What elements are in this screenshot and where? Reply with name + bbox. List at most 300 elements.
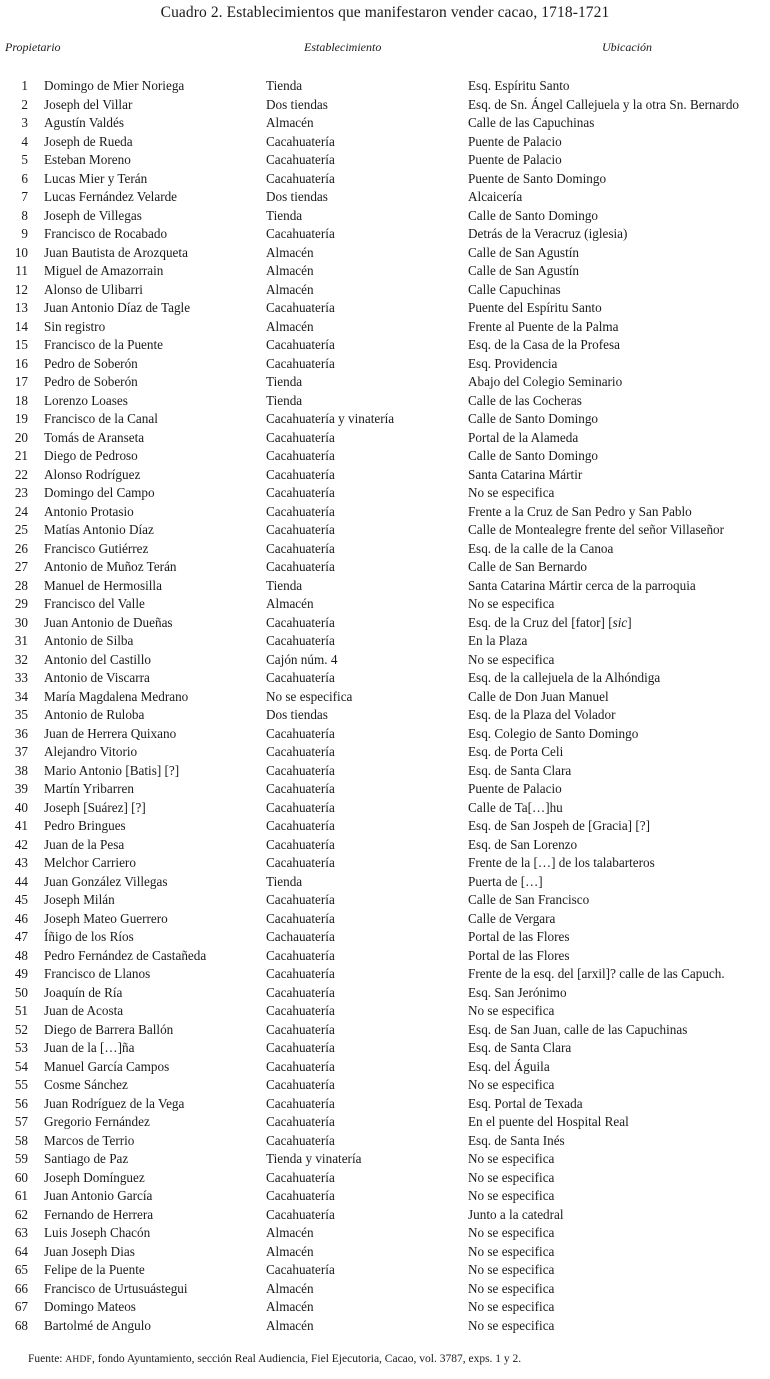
location-cell: Calle de Montealegre frente del señor Villaseñor <box>468 522 725 537</box>
table-row <box>0 410 770 429</box>
establishment-cell: Cacahuatería <box>266 966 335 981</box>
location-cell: Esq. de Santa Clara <box>468 1040 572 1055</box>
row-number: 63 <box>14 1225 28 1240</box>
owner-cell: Alonso Rodríguez <box>44 466 141 482</box>
owner-cell: Juan Antonio García <box>44 1188 153 1203</box>
table-row <box>0 1132 770 1151</box>
establishment-cell: Almacén <box>266 596 314 611</box>
owner-cell: Esteban Moreno <box>44 152 131 167</box>
location-cell: En la Plaza <box>468 633 528 648</box>
location-cell: Esq. Colegio de Santo Domingo <box>468 725 639 741</box>
sic-annotation: sic <box>612 614 628 630</box>
source-note <box>28 1353 521 1365</box>
owner-cell: Pedro de Soberón <box>44 374 138 389</box>
row-number: 26 <box>14 540 28 556</box>
table-row <box>0 1206 770 1225</box>
owner-cell: Bartolmé de Angulo <box>44 1317 151 1333</box>
owner-cell: Martín Yribarren <box>44 781 134 796</box>
location-cell: Puente de Palacio <box>468 133 562 149</box>
row-number: 24 <box>14 503 28 519</box>
source-prefix: Fuente: <box>28 1353 66 1365</box>
table-row <box>0 725 770 744</box>
table-row <box>0 669 770 688</box>
row-number: 28 <box>14 577 28 593</box>
table-body <box>0 77 770 1335</box>
owner-cell: Joseph del Villar <box>44 96 133 112</box>
table-row <box>0 1280 770 1299</box>
row-number: 46 <box>14 910 28 926</box>
establishment-cell: Cachauatería <box>266 929 335 944</box>
owner-cell: Tomás de Aranseta <box>44 429 145 445</box>
table-row <box>0 1150 770 1169</box>
row-number: 42 <box>14 836 28 852</box>
row-number: 5 <box>21 152 28 167</box>
table-row <box>0 1095 770 1114</box>
owner-cell: Domingo del Campo <box>44 485 155 500</box>
table-title: Cuadro 2. Establecimientos que manifestaron vender cacao, 1718-1721 <box>160 4 610 21</box>
row-number: 56 <box>14 1095 28 1111</box>
row-number: 21 <box>14 448 28 463</box>
table-row <box>0 1076 770 1095</box>
owner-cell: Lorenzo Loases <box>44 392 128 408</box>
row-number: 30 <box>14 614 28 630</box>
location-cell: Calle de las Cocheras <box>468 392 582 408</box>
owner-cell: Miguel de Amazorrain <box>44 263 164 278</box>
row-number: 3 <box>21 115 28 130</box>
table-row <box>0 780 770 799</box>
establishment-cell: Almacén <box>266 115 314 130</box>
location-cell: No se especifica <box>468 1169 555 1185</box>
row-number: 50 <box>14 984 28 1000</box>
row-number: 57 <box>14 1114 28 1129</box>
table-row <box>0 558 770 577</box>
row-number: 60 <box>14 1169 28 1185</box>
location-cell: Calle de Santo Domingo <box>468 448 599 463</box>
establishment-cell: Cacahuatería <box>266 522 335 537</box>
owner-cell: Joaquín de Ría <box>44 984 123 1000</box>
owner-cell: Marcos de Terrio <box>44 1132 135 1148</box>
location-cell: Puente de Santo Domingo <box>468 170 607 186</box>
row-number: 10 <box>14 244 28 260</box>
establishment-cell: Cacahuatería <box>266 892 335 907</box>
owner-cell: Manuel de Hermosilla <box>44 577 162 593</box>
owner-cell: Antonio Protasio <box>44 503 134 519</box>
row-number: 32 <box>14 651 28 667</box>
owner-cell: Juan Joseph Dias <box>44 1243 135 1259</box>
table-row <box>0 595 770 614</box>
location-cell: Frente a la Cruz de San Pedro y San Pablo <box>468 503 692 519</box>
location-cell: Esq. Providencia <box>468 355 558 371</box>
owner-cell: Matías Antonio Díaz <box>44 522 154 537</box>
table-row <box>0 614 770 633</box>
row-number: 43 <box>14 855 28 870</box>
table-row <box>0 947 770 966</box>
establishment-cell: Tienda <box>266 78 303 93</box>
location-cell: Esq. de Porta Celi <box>468 744 564 759</box>
table-row <box>0 799 770 818</box>
owner-cell: Santiago de Paz <box>44 1151 129 1166</box>
row-number: 4 <box>21 133 28 149</box>
row-number: 29 <box>14 596 28 611</box>
row-number: 6 <box>21 170 28 186</box>
location-cell: Detrás de la Veracruz (iglesia) <box>468 226 628 241</box>
row-number: 34 <box>14 688 28 704</box>
owner-cell: Diego de Barrera Ballón <box>44 1021 174 1037</box>
row-number: 38 <box>14 762 28 778</box>
location-cell: Esq. de San Jospeh de [Gracia] [?] <box>468 818 650 833</box>
location-cell: No se especifica <box>468 1243 555 1259</box>
location-cell: Calle de Vergara <box>468 910 556 926</box>
owner-cell: Joseph [Suárez] [?] <box>44 799 146 815</box>
establishment-cell: Cacahuatería <box>266 133 335 149</box>
column-header-establishment: Establecimiento <box>304 40 382 54</box>
row-number: 16 <box>14 355 28 371</box>
owner-cell: Juan de Herrera Quixano <box>44 725 177 741</box>
row-number: 9 <box>21 226 28 241</box>
location-cell: Puente de Palacio <box>468 781 562 796</box>
establishment-cell: Tienda <box>266 873 303 889</box>
owner-cell: Felipe de la Puente <box>44 1262 145 1277</box>
row-number: 14 <box>14 318 28 334</box>
location-cell: Esq. San Jerónimo <box>468 984 567 1000</box>
row-number: 23 <box>14 485 28 500</box>
location-cell: Puente de Palacio <box>468 152 562 167</box>
location-cell: No se especifica <box>468 1299 555 1314</box>
table-row <box>0 762 770 781</box>
location-cell: Calle de San Bernardo <box>468 559 588 574</box>
establishment-cell: Cacahuatería <box>266 466 335 482</box>
table-row <box>0 392 770 411</box>
owner-cell: Pedro Fernández de Castañeda <box>44 947 207 963</box>
row-number: 47 <box>14 929 28 944</box>
owner-cell: Joseph Domínguez <box>44 1169 145 1185</box>
row-number: 65 <box>14 1262 28 1277</box>
table-row <box>0 503 770 522</box>
establishment-cell: Tienda <box>266 392 303 408</box>
owner-cell: Antonio de Viscarra <box>44 670 150 685</box>
establishment-cell: Cacahuatería <box>266 614 335 630</box>
row-number: 40 <box>14 799 28 815</box>
establishment-cell: Cacahuatería <box>266 1169 335 1185</box>
establishment-cell: Almacén <box>266 1225 314 1240</box>
table-row <box>0 632 770 651</box>
establishment-cell: Almacén <box>266 244 314 260</box>
owner-cell: Juan de Acosta <box>44 1003 124 1018</box>
location-cell: Esq. de Sn. Ángel Callejuela y la otra Sn. Bernardo <box>468 96 740 112</box>
row-number: 37 <box>14 744 28 759</box>
row-number: 45 <box>14 892 28 907</box>
location-cell: Alcaicería <box>468 189 523 204</box>
location-cell: Abajo del Colegio Seminario <box>468 374 623 389</box>
location-cell: Frente de la […] de los talabarteros <box>468 855 655 870</box>
owner-cell: Joseph de Villegas <box>44 207 142 223</box>
table-row <box>0 466 770 485</box>
row-number: 8 <box>21 207 28 223</box>
table-row <box>0 207 770 226</box>
location-cell: Portal de la Alameda <box>468 429 579 445</box>
row-number: 19 <box>14 411 28 426</box>
establishment-cell: Cacahuatería <box>266 503 335 519</box>
row-number: 52 <box>14 1021 28 1037</box>
establishment-cell: Cacahuatería <box>266 744 335 759</box>
table-row <box>0 873 770 892</box>
establishment-cell: Cacahuatería <box>266 670 335 685</box>
location-cell: Esq. de la callejuela de la Alhóndiga <box>468 670 661 685</box>
owner-cell: Fernando de Herrera <box>44 1206 154 1222</box>
table-row <box>0 928 770 947</box>
location-cell: No se especifica <box>468 1188 555 1203</box>
establishment-cell: Cacahuatería <box>266 540 335 556</box>
table-row <box>0 373 770 392</box>
establishment-cell: Cacahuatería <box>266 1262 335 1277</box>
establishment-cell: Cacahuatería <box>266 355 335 371</box>
establishment-cell: Cacahuatería <box>266 1206 335 1222</box>
row-number: 1 <box>21 78 28 93</box>
table-row <box>0 244 770 263</box>
owner-cell: María Magdalena Medrano <box>44 688 189 704</box>
establishment-cell: Almacén <box>266 1299 314 1314</box>
row-number: 67 <box>14 1299 28 1314</box>
establishment-cell: Cacahuatería <box>266 1077 335 1092</box>
establishment-cell: Cacahuatería <box>266 762 335 778</box>
row-number: 49 <box>14 966 28 981</box>
row-number: 18 <box>14 392 28 408</box>
table-row <box>0 817 770 836</box>
row-number: 53 <box>14 1040 28 1055</box>
owner-cell: Antonio de Muñoz Terán <box>44 559 177 574</box>
location-cell: No se especifica <box>468 1280 555 1296</box>
owner-cell: Agustín Valdés <box>44 115 124 130</box>
table-row <box>0 521 770 540</box>
table-row <box>0 151 770 170</box>
establishment-cell: Cacahuatería <box>266 226 335 241</box>
establishment-cell: Almacén <box>266 1317 314 1333</box>
owner-cell: Francisco de Rocabado <box>44 226 168 241</box>
owner-cell: Gregorio Fernández <box>44 1114 150 1129</box>
owner-cell: Joseph Milán <box>44 892 115 907</box>
location-cell: Calle Capuchinas <box>468 281 561 297</box>
owner-cell: Francisco de Llanos <box>44 966 151 981</box>
establishment-cell: Cajón núm. 4 <box>266 651 338 667</box>
table-row <box>0 1243 770 1262</box>
column-header-owner: Propietario <box>5 40 61 54</box>
table-row <box>0 1261 770 1280</box>
establishment-cell: Cacahuatería <box>266 855 335 870</box>
table-row <box>0 1058 770 1077</box>
row-number: 66 <box>14 1280 28 1296</box>
establishment-cell: Dos tiendas <box>266 707 328 722</box>
establishment-cell: Tienda <box>266 207 303 223</box>
establishment-cell: Cacahuatería <box>266 152 335 167</box>
table-row <box>0 706 770 725</box>
row-number: 33 <box>14 670 28 685</box>
owner-cell: Juan Bautista de Arozqueta <box>44 244 188 260</box>
table-row <box>0 651 770 670</box>
owner-cell: Alejandro Vitorio <box>44 744 138 759</box>
establishment-cell: Cacahuatería <box>266 337 335 352</box>
establishment-cell: Dos tiendas <box>266 189 328 204</box>
establishment-cell: Cacahuatería <box>266 559 335 574</box>
row-number: 25 <box>14 522 28 537</box>
establishment-cell: Almacén <box>266 318 314 334</box>
table-row <box>0 225 770 244</box>
owner-cell: Domingo Mateos <box>44 1299 136 1314</box>
location-cell: Calle de San Agustín <box>468 263 579 278</box>
establishment-cell: Cacahuatería <box>266 485 335 500</box>
location-cell: Calle de Ta[…]hu <box>468 799 563 815</box>
table-row <box>0 688 770 707</box>
location-cell: Esq. de la Casa de la Profesa <box>468 337 620 352</box>
owner-cell: Mario Antonio [Batis] [?] <box>44 762 180 778</box>
location-cell: Esq. del Águila <box>468 1058 550 1074</box>
owner-cell: Francisco del Valle <box>44 596 145 611</box>
owner-cell: Pedro Bringues <box>44 818 126 833</box>
location-cell: No se especifica <box>468 1077 555 1092</box>
location-cell: No se especifica <box>468 596 555 611</box>
owner-cell: Alonso de Ulibarri <box>44 281 143 297</box>
table-row <box>0 355 770 374</box>
establishment-cell: Cacahuatería <box>266 910 335 926</box>
table-row <box>0 318 770 337</box>
location-cell: Esq. de la Plaza del Volador <box>468 707 616 722</box>
row-number: 51 <box>14 1003 28 1018</box>
row-number: 17 <box>14 374 28 389</box>
table-row <box>0 1187 770 1206</box>
location-cell: Esq. de Santa Inés <box>468 1132 565 1148</box>
establishment-cell: Cacahuatería <box>266 725 335 741</box>
establishment-cell: Cacahuatería <box>266 1095 335 1111</box>
location-cell: Puente del Espíritu Santo <box>468 300 602 315</box>
establishment-cell: Cacahuatería <box>266 633 335 648</box>
owner-cell: Lucas Mier y Terán <box>44 170 148 186</box>
owner-cell: Domingo de Mier Noriega <box>44 78 185 93</box>
establishment-cell: Cacahuatería <box>266 448 335 463</box>
row-number: 41 <box>14 818 28 833</box>
table-row <box>0 114 770 133</box>
owner-cell: Joseph de Rueda <box>44 133 133 149</box>
table-row <box>0 1021 770 1040</box>
location-cell: No se especifica <box>468 1003 555 1018</box>
owner-cell: Francisco de Urtusuástegui <box>44 1280 188 1296</box>
row-number: 54 <box>14 1058 28 1074</box>
location-cell: Puerta de […] <box>468 873 543 889</box>
row-number: 68 <box>14 1317 28 1333</box>
location-cell: Calle de Santo Domingo <box>468 207 599 223</box>
owner-cell: Juan Antonio Díaz de Tagle <box>44 300 191 315</box>
owner-cell: Juan Rodríguez de la Vega <box>44 1095 185 1111</box>
location-cell: Santa Catarina Mártir <box>468 466 583 482</box>
establishment-cell: Almacén <box>266 1280 314 1296</box>
establishment-cell: Almacén <box>266 1243 314 1259</box>
location-cell: No se especifica <box>468 1225 555 1240</box>
owner-cell: Juan de la […]ña <box>44 1040 135 1055</box>
owner-cell: Sin registro <box>44 318 106 334</box>
row-number: 2 <box>21 96 28 112</box>
table-row <box>0 262 770 281</box>
row-number: 20 <box>14 429 28 445</box>
location-cell: No se especifica <box>468 1262 555 1277</box>
owner-cell: Lucas Fernández Velarde <box>44 189 178 204</box>
location-cell: No se especifica <box>468 485 555 500</box>
row-number: 39 <box>14 781 28 796</box>
table-row <box>0 743 770 762</box>
row-number: 13 <box>14 300 28 315</box>
row-number: 55 <box>14 1077 28 1092</box>
row-number: 22 <box>14 466 28 482</box>
owner-cell: Antonio de Ruloba <box>44 707 145 722</box>
table-row <box>0 965 770 984</box>
table-row <box>0 299 770 318</box>
table-row <box>0 429 770 448</box>
row-number: 44 <box>14 873 28 889</box>
owner-cell: Cosme Sánchez <box>44 1077 128 1092</box>
row-number: 11 <box>15 263 28 278</box>
owner-cell: Francisco de la Canal <box>44 411 158 426</box>
owner-cell: Francisco de la Puente <box>44 337 164 352</box>
row-number: 59 <box>14 1151 28 1166</box>
table-row <box>0 170 770 189</box>
source-archive: AHDF <box>65 1355 93 1365</box>
row-number: 35 <box>14 707 28 722</box>
establishment-cell: Cacahuatería <box>266 1058 335 1074</box>
establishment-cell: Cacahuatería <box>266 836 335 852</box>
table-row <box>0 836 770 855</box>
table-row <box>0 1317 770 1336</box>
table-row <box>0 96 770 115</box>
establishment-cell: Cacahuatería <box>266 799 335 815</box>
owner-cell: Juan Antonio de Dueñas <box>44 614 173 630</box>
owner-cell: Melchor Carriero <box>44 855 136 870</box>
location-cell: Calle de San Francisco <box>468 892 590 907</box>
table-row <box>0 1224 770 1243</box>
establishment-cell: Cacahuatería <box>266 1021 335 1037</box>
establishment-cell: Cacahuatería <box>266 1003 335 1018</box>
owner-cell: Antonio del Castillo <box>44 651 151 667</box>
row-number: 48 <box>14 947 28 963</box>
establishment-cell: No se especifica <box>266 688 353 704</box>
location-cell: Junto a la catedral <box>468 1206 564 1222</box>
location-cell: No se especifica <box>468 651 555 667</box>
row-number: 7 <box>21 189 28 204</box>
table-row <box>0 984 770 1003</box>
table-row <box>0 910 770 929</box>
table-row <box>0 1002 770 1021</box>
owner-cell: Juan González Villegas <box>44 873 168 889</box>
location-cell: En el puente del Hospital Real <box>468 1114 629 1129</box>
establishment-cell: Cacahuatería <box>266 1132 335 1148</box>
table-row <box>0 484 770 503</box>
owner-cell: Diego de Pedroso <box>44 448 138 463</box>
establishment-cell: Dos tiendas <box>266 96 328 112</box>
establishment-cell: Cacahuatería <box>266 429 335 445</box>
row-number: 36 <box>14 725 28 741</box>
table-row <box>0 891 770 910</box>
source-rest: , fondo Ayuntamiento, sección Real Audiencia, Fiel Ejecutoria, Cacao, vol. 3787, exps. 1 y 2. <box>92 1353 522 1365</box>
location-cell: Calle de Don Juan Manuel <box>468 688 609 704</box>
owner-cell: Juan de la Pesa <box>44 836 125 852</box>
location-cell: Esq. de Santa Clara <box>468 762 572 778</box>
location-cell: Calle de Santo Domingo <box>468 411 599 426</box>
location-cell: Frente al Puente de la Palma <box>468 318 619 334</box>
row-number: 64 <box>14 1243 28 1259</box>
location-cell: Calle de las Capuchinas <box>468 115 595 130</box>
establishment-cell: Cacahuatería <box>266 781 335 796</box>
row-number: 12 <box>14 281 28 297</box>
table-row <box>0 1039 770 1058</box>
row-number: 62 <box>14 1206 28 1222</box>
establishment-cell: Tienda <box>266 374 303 389</box>
table-row <box>0 540 770 559</box>
